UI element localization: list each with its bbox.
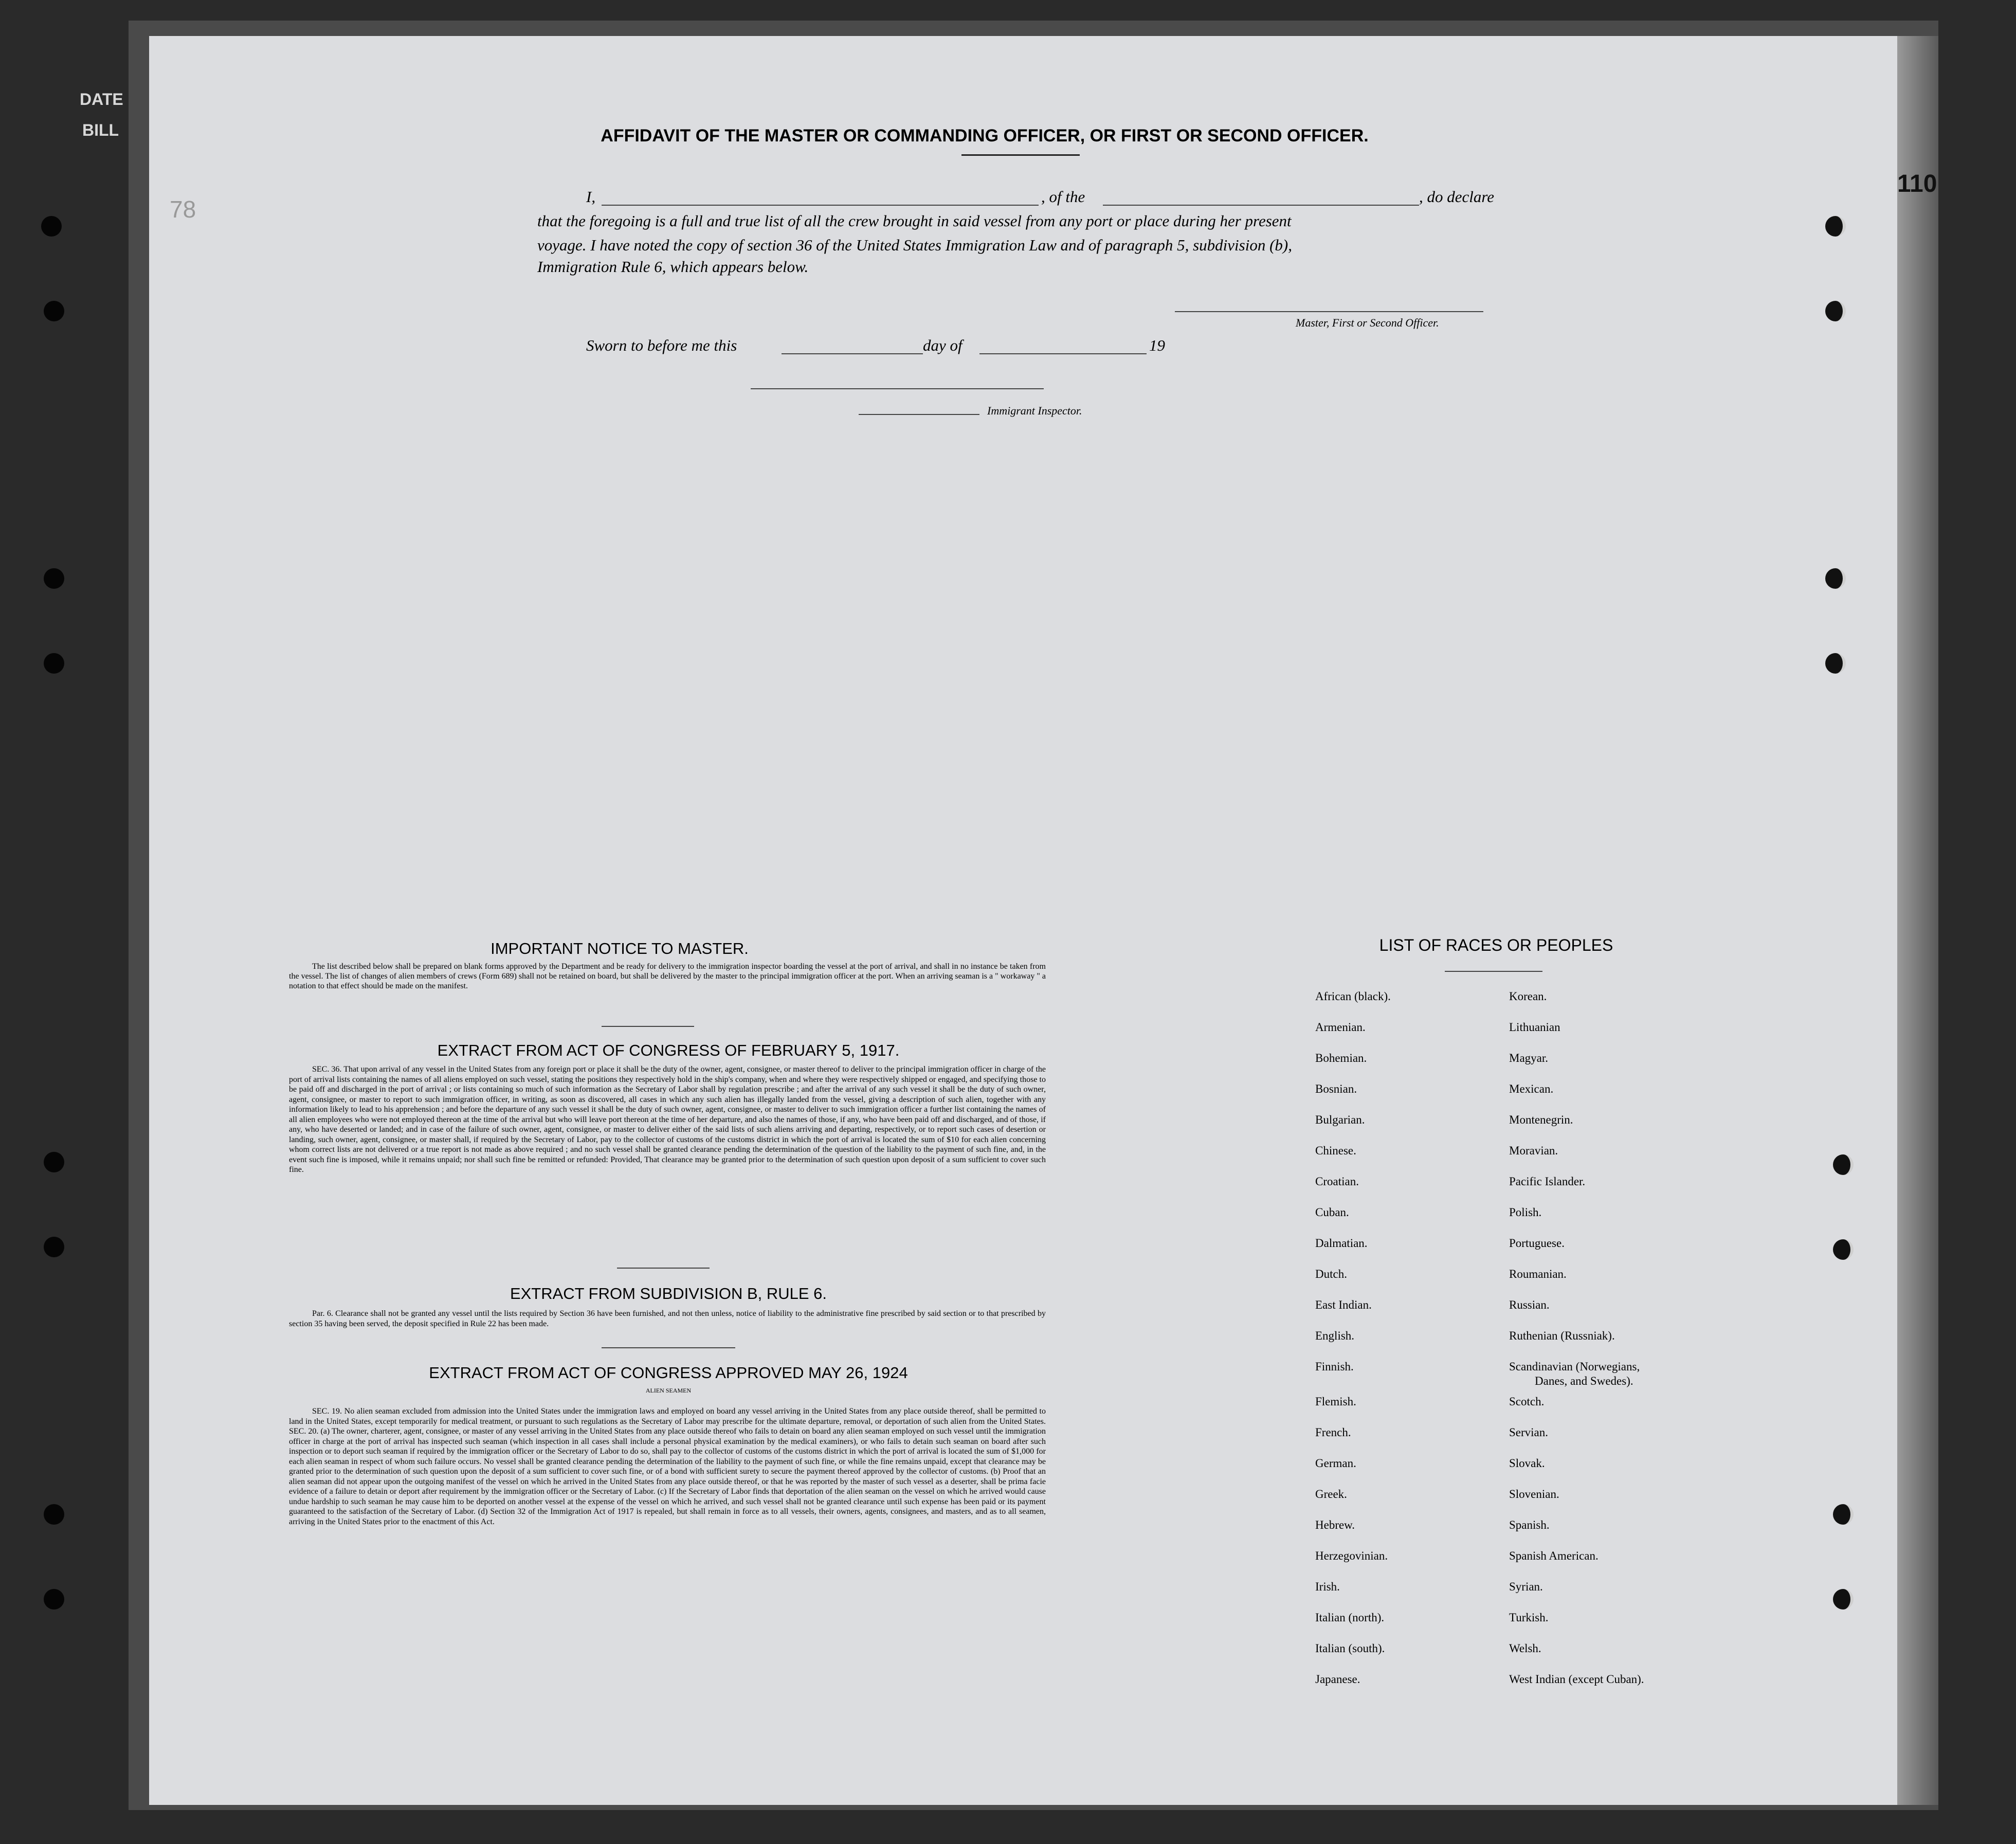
binder-hole (44, 568, 64, 589)
extract-1917-text: SEC. 36. That upon arrival of any vessel in the United States from any foreign port or place it shall be the duty of the owner, agent, consignee, or master thereof to deliver to the principal immigration officer in charge of the port of arrival lists containing the names of all aliens employed on such vessel, stating the positions they respectively hold in the ship's company, when and where they were respectively shipped or engaged, and specifying those to be paid off and discharged in the port of arrival ; or lists containing so much of such information as the Secretary of Labor shall by regulation prescribe ; and after the arrival of any such vessel it shall be the duty of such owner, agent, consignee, or master to report to such immigration officer, in writing, as soon as discovered, all cases in which any such alien has illegally landed from the vessel, giving a description of such alien, together with any information likely to lead to his apprehension ; and before the departure of any such vessel it shall be the duty of such owner, agent, consignee, or master to deliver to such immigration officer a further list containing the names of all alien employees who were not employed thereon at the time of the arrival but who will leave port thereon at the time of her departure, and also the names of those, if any, who have been paid off and discharged, and of those, if any, who have deserted or landed; and in case of the failure of such owner, agent, consignee, or master to deliver either of the said lists of such aliens arriving and departing, respectively, or to report such cases of desertion or landing, such owner, agent, consignee, or master shall, if required by the Secretary of Labor, pay to the collector of customs of the customs district in which the port of arrival is located the sum of $10 for each alien concerning whom correct lists are not delivered or a true report is not made as above required ; and no such vessel shall be granted clearance pending the determination of the question of the liability to the payment of such fine, and, in the event such fine is imposed, while it remains unpaid; nor shall such fine be remitted or refunded: Provided, That clearance may be granted prior to the determination of such question upon deposit of a sum sufficient to cover such fine. (289, 1065, 1046, 1174)
binder-hole (1825, 568, 1846, 589)
races-title: LIST OF RACES OR PEOPLES (1379, 936, 1613, 954)
race-item: West Indian (except Cuban). (1509, 1673, 1644, 1686)
affidavit-title: AFFIDAVIT OF THE MASTER OR COMMANDING OFFICER, OR FIRST OR SECOND OFFICER. (601, 126, 1369, 146)
race-item: Italian (north). (1315, 1611, 1385, 1624)
race-item: East Indian. (1315, 1298, 1372, 1311)
race-item: Irish. (1315, 1580, 1340, 1593)
race-item: English. (1315, 1329, 1355, 1342)
race-item: Slovak. (1509, 1457, 1545, 1470)
race-item: Magyar. (1509, 1052, 1549, 1064)
race-item: Welsh. (1509, 1642, 1541, 1655)
binder-hole (41, 216, 62, 237)
affidavit-of-the: , of the (1041, 188, 1085, 206)
binder-hole (1833, 1239, 1854, 1260)
race-item: Slovenian. (1509, 1488, 1559, 1500)
title-rule (961, 154, 1080, 156)
race-item: Greek. (1315, 1488, 1347, 1500)
sheet-number: 110 (1897, 170, 1937, 197)
race-item: Korean. (1509, 990, 1547, 1003)
name-line (602, 205, 1039, 206)
extract-1924-title: EXTRACT FROM ACT OF CONGRESS APPROVED MAY 26, 1924 (429, 1364, 908, 1382)
race-item: Flemish. (1315, 1395, 1356, 1408)
race-item: German. (1315, 1457, 1356, 1470)
affidavit-line3: voyage. I have noted the copy of section 36 of the United States Immigration Law and of paragraph 5, subdivision (b), (537, 236, 1292, 254)
extract-rule6-text: Par. 6. Clearance shall not be granted any vessel until the lists required by Section 36 have been furnished, and not then unless, notice of liability to the administrative fine prescribed by said section or to that prescribed by section 35 having been served, the deposit specified in Rule 22 has been made. (289, 1309, 1046, 1328)
race-item: Russian. (1509, 1298, 1550, 1311)
race-item: Bosnian. (1315, 1082, 1357, 1095)
binder-hole (1825, 216, 1846, 237)
race-item: Armenian. (1315, 1021, 1366, 1034)
race-item: Bulgarian. (1315, 1113, 1365, 1126)
notice-text: The list described below shall be prepared on blank forms approved by the Department and be ready for delivery to the immigration inspector boarding the vessel at the port of arrival, and shall in no instance be taken from the vessel. The list of changes of alien members of crews (Form 689) shall not be retained on board, but shall be delivered by the master to the principal immigration officer at the port. When an arriving seaman is a " workaway " a notation to that effect should be made on the manifest. (289, 962, 1046, 990)
notice-title: IMPORTANT NOTICE TO MASTER. (491, 939, 749, 957)
month-line (979, 353, 1147, 354)
inspector-caption: Immigrant Inspector. (987, 404, 1082, 417)
margin-label-date: DATE (80, 90, 123, 109)
race-item: Portuguese. (1509, 1237, 1565, 1250)
binder-hole (44, 1504, 64, 1525)
race-item: Herzegovinian. (1315, 1549, 1388, 1562)
race-item: Servian. (1509, 1426, 1549, 1439)
master-signature-line (1175, 311, 1483, 312)
extract-1917-title: EXTRACT FROM ACT OF CONGRESS OF FEBRUARY 5, 1917. (437, 1041, 900, 1059)
binder-hole (1825, 301, 1846, 321)
affidavit-declare: , do declare (1419, 188, 1495, 206)
race-item: Dalmatian. (1315, 1237, 1368, 1250)
race-item: Montenegrin. (1509, 1113, 1573, 1126)
section-rule (602, 1347, 735, 1348)
sworn-text: Sworn to before me this (586, 336, 737, 354)
race-item: Ruthenian (Russniak). (1509, 1329, 1615, 1342)
binder-hole (1833, 1589, 1854, 1610)
binder-hole (44, 1589, 64, 1610)
binder-hole (44, 1237, 64, 1257)
race-item: Turkish. (1509, 1611, 1549, 1624)
race-item: Chinese. (1315, 1144, 1356, 1157)
race-item: African (black). (1315, 990, 1391, 1003)
race-item: Danes, and Swedes). (1535, 1375, 1633, 1387)
race-item: French. (1315, 1426, 1351, 1439)
race-item: Cuban. (1315, 1206, 1349, 1219)
extract-1924-text: SEC. 19. No alien seaman excluded from admission into the United States under the immigration laws and employed on board any vessel arriving in the United States from any place outside thereof, shall be permitted to land in the United States, except temporarily for medical treatment, or pursuant to such regulations as the Secretary of Labor may prescribe for the ultimate departure, removal, or deportation of such alien from the United States. SEC. 20. (a) The owner, charterer, agent, consignee, or master of any vessel arriving in the United States from any place outside thereof who fails to detain on board any alien seaman employed on such vessel until the immigration officer in charge at the port of arrival has inspected such seaman (which inspection in all cases shall include a personal physical examination by the medical examiners), or who fails to detain such seaman on board after such inspection or to deport such seaman if required by the immigration officer or the Secretary of Labor to do so, shall pay to the collector of customs of the customs district in which the port of arrival is located the sum of $1,000 for each alien seaman in respect of whom such failure occurs. No vessel shall be granted clearance pending the determination of the liability to the payment of such fine, or while the fine remains unpaid, except that clearance may be granted prior to the determination of such question upon the deposit of a sum sufficient to cover such fine, or of a bond with sufficient surety to secure the payment thereof approved by the collector of customs. (b) Proof that an alien seaman did not appear upon the outgoing manifest of the vessel on which he arrived in the United States from any place outside thereof, or that he was reported by the master of such vessel as a deserter, shall be prima facie evidence of a failure to detain or deport after requirement by the immigration officer or the Secretary of Labor. (c) If the Secretary of Labor finds that deportation of the alien seaman on the vessel on which he arrived would cause undue hardship to such seaman he may cause him to be deported on another vessel at the expense of the vessel on which he arrived, and such vessel shall not be granted clearance until such expense has been paid or its payment guaranteed to the satisfaction of the Secretary of Labor. (d) Section 32 of the Immigration Act of 1917 is repealed, but shall remain in force as to all vessels, their owners, agents, consignees, and masters, and as to all seamen, arriving in the United States prior to the enactment of this Act. (289, 1407, 1046, 1526)
race-item: Spanish. (1509, 1518, 1550, 1531)
section-rule (617, 1268, 710, 1269)
race-item: Italian (south). (1315, 1642, 1385, 1655)
affidavit-i: I, (586, 188, 596, 206)
pencil-mark: 78 (170, 196, 196, 223)
binder-hole (1833, 1504, 1854, 1525)
sworn-day-line (782, 353, 923, 354)
page-edge (1897, 36, 1938, 1805)
race-item: Syrian. (1509, 1580, 1543, 1593)
extract-rule6-title: EXTRACT FROM SUBDIVISION B, RULE 6. (510, 1285, 827, 1303)
vessel-line (1103, 205, 1419, 206)
race-item: Polish. (1509, 1206, 1542, 1219)
year-prefix: 19 (1149, 336, 1165, 354)
race-item: Spanish American. (1509, 1549, 1599, 1562)
binder-hole (44, 1152, 64, 1172)
affidavit-line2: that the foregoing is a full and true list of all the crew brought in said vessel from any port or place during her present (537, 212, 1292, 230)
race-item: Roumanian. (1509, 1268, 1567, 1280)
race-item: Mexican. (1509, 1082, 1554, 1095)
affidavit-line4: Immigration Rule 6, which appears below. (537, 258, 809, 276)
binder-hole (44, 653, 64, 674)
binder-hole (44, 301, 64, 321)
form-page (149, 36, 1897, 1805)
race-item: Lithuanian (1509, 1021, 1560, 1034)
master-signature-caption: Master, First or Second Officer. (1296, 316, 1439, 329)
binder-hole (1825, 653, 1846, 674)
binder-hole (1833, 1154, 1854, 1175)
day-of-text: day of (923, 336, 962, 354)
race-item: Scotch. (1509, 1395, 1545, 1408)
section-rule (602, 1026, 694, 1027)
race-item: Finnish. (1315, 1360, 1354, 1373)
race-item: Scandinavian (Norwegians, (1509, 1360, 1640, 1373)
inspector-line (859, 414, 979, 415)
race-item: Bohemian. (1315, 1052, 1367, 1064)
race-item: Japanese. (1315, 1673, 1360, 1686)
race-item: Pacific Islander. (1509, 1175, 1586, 1188)
race-item: Croatian. (1315, 1175, 1359, 1188)
race-item: Moravian. (1509, 1144, 1558, 1157)
races-rule (1445, 971, 1542, 972)
inspector-signature-line (751, 388, 1044, 389)
race-item: Dutch. (1315, 1268, 1347, 1280)
margin-label-bill: BILL (82, 121, 119, 139)
race-item: Hebrew. (1315, 1518, 1355, 1531)
extract-1924-subtitle: ALIEN SEAMEN (645, 1387, 692, 1394)
